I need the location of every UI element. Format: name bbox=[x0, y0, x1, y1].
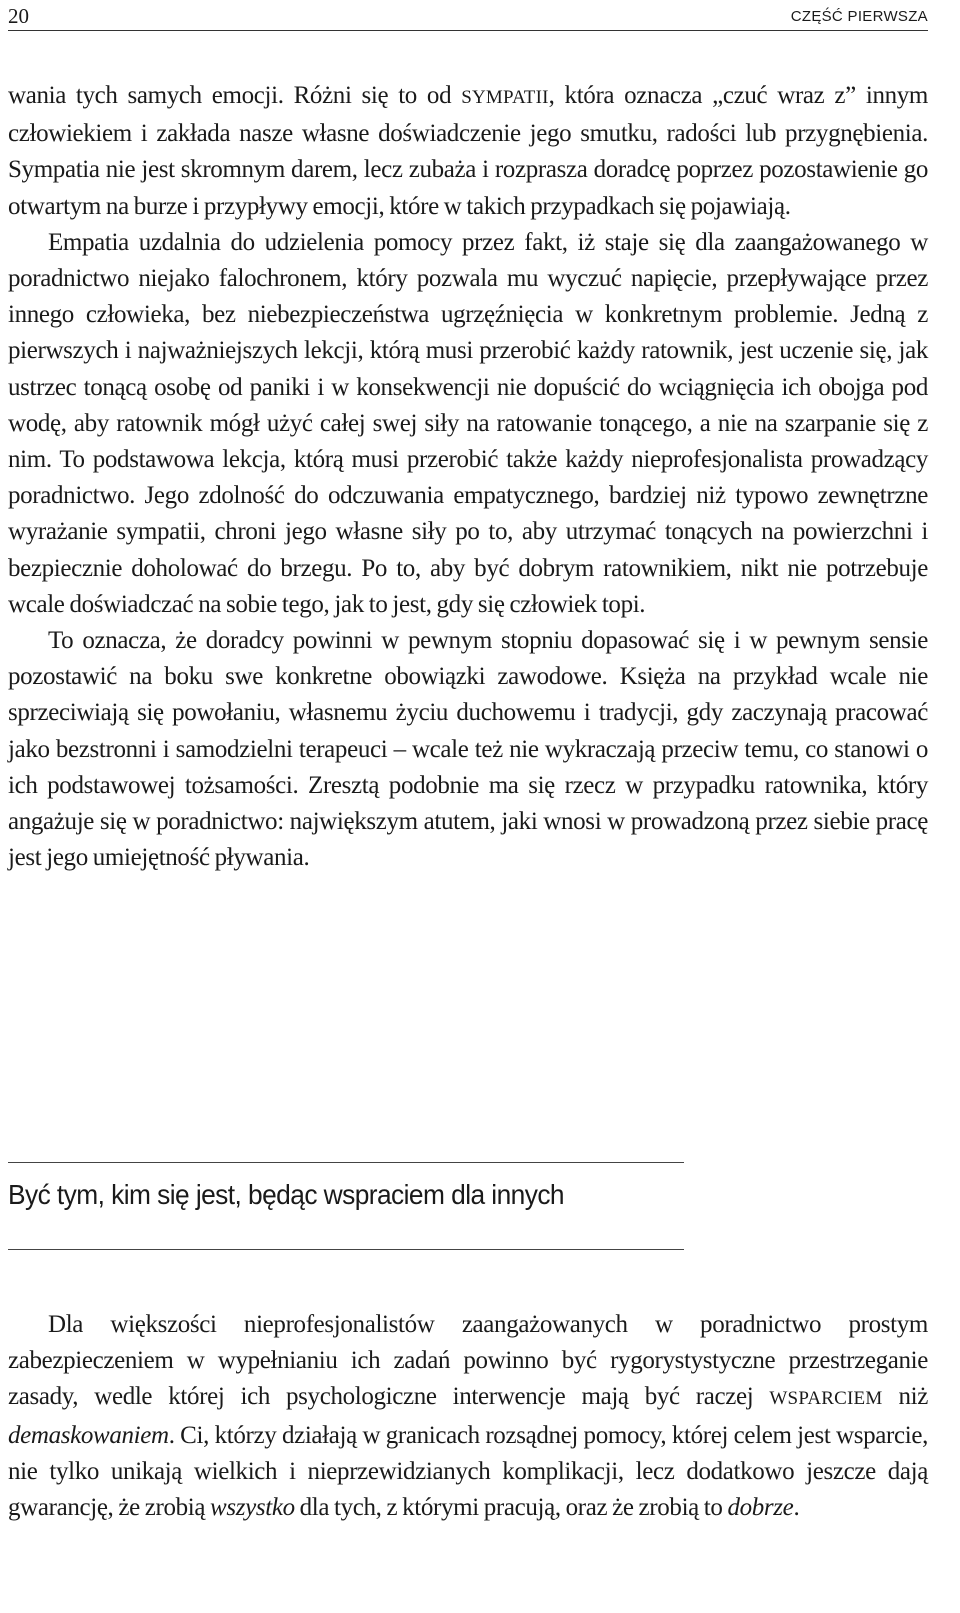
book-page bbox=[8, 0, 928, 1613]
section-text-b: niż bbox=[882, 1383, 928, 1411]
italic-dobrze: dobrze bbox=[727, 1494, 794, 1522]
paragraph-1-text-a: wania tych samych emocji. Różni się to od bbox=[8, 82, 462, 109]
small-caps-wsparciem: WSPARCIEM bbox=[769, 1388, 883, 1410]
small-caps-sympatii: SYMPATII bbox=[461, 87, 549, 108]
section-text bbox=[8, 1307, 928, 1526]
section-heading-box bbox=[8, 1162, 684, 1250]
page-number: 20 bbox=[8, 4, 29, 28]
section-heading: Być tym, kim się jest, będąc wspraciem dla innych bbox=[8, 1179, 564, 1210]
section-text-c: . Ci, którzy działają w granicach rozsądnej pomocy, której celem jest wsparcie, nie tylko unikają wielkich i nieprzewidzianych komplikacji, lecz dodatkowo jeszcze dają gwarancję, że zrobią bbox=[8, 1421, 928, 1522]
section-text-e: . bbox=[793, 1494, 800, 1522]
italic-demaskowaniem: demaskowaniem bbox=[8, 1421, 169, 1449]
italic-wszystko: wszystko bbox=[210, 1494, 295, 1522]
section-text-d: dla tych, z którymi pracują, oraz że zrobią to bbox=[294, 1494, 728, 1522]
body-text bbox=[8, 78, 928, 876]
paragraph-1 bbox=[8, 78, 928, 225]
paragraph-3: To oznacza, że doradcy powinni w pewnym stopniu dopasować się i w pewnym sensie pozostawić na boku swe konkretne obowiązki zawodowe. Księża na przykład wcale nie sprzeciwiają się powołaniu, własnemu życiu duchowemu i tradycji, gdy zaczynają pracować jako bezstronni i samodzielni terapeuci – wcale też nie wykraczają przeciw temu, co stanowi o ich podstawowej tożsamości. Zresztą podobnie ma się rzecz w przypadku ratownika, który angażuje się w poradnictwo: największym atutem, jaki wnosi w prowadzoną przez siebie pracę jest jego umiejętność pływania. bbox=[8, 627, 928, 872]
running-header bbox=[8, 4, 928, 31]
paragraph-2: Empatia uzdalnia do udzielenia pomocy przez fakt, iż staje się dla zaangażowanego w poradnictwo niejako falochronem, który pozwala mu wyczuć napięcie, przepływające przez innego człowieka, bez niebezpieczeństwa ugrzęźnięcia w konkretnym problemie. Jedną z pierwszych i najważniejszych lekcji, którą musi przerobić każdy ratownik, jest uczenie się, jak ustrzec tonącą osobę od paniki i w konsekwencji nie dopuścić do wciągnięcia ich obojga pod wodę, aby ratownik mógł użyć całej swej siły na ratowanie tonącego, a nie na szarpanie się z nim. To podstawowa lekcja, którą musi przerobić także każdy nieprofesjonalista prowadzący poradnictwo. Jego zdolność do odczuwania empatycznego, bardziej niż typowo zewnętrzne wyrażanie sympatii, chroni jego własne siły po to, aby utrzymać tonących na powierzchni i bezpiecznie doholować do brzegu. Po to, aby być dobrym ratownikiem, nikt nie potrzebuje wcale doświadczać na sobie tego, jak to jest, gdy się człowiek topi. bbox=[8, 228, 928, 618]
section-text-a: Dla większości nieprofesjonalistów zaangażowanych w poradnictwo prostym zabezpieczeniem w wypełnianiu ich zadań powinno być rygorystystyczne przestrzeganie zasady, wedle której ich psychologiczne interwencje mają być raczej bbox=[8, 1311, 928, 1411]
section-paragraph-1 bbox=[8, 1307, 928, 1526]
paragraph-1-text-b: , która oznacza „czuć wraz z” innym człowiekiem i zakłada nasze własne doświadczenie jego smutku, radości lub przygnębienia. Sympatia nie jest skromnym darem, lecz zubaża i rozprasza doradcę poprzez pozostawienie go otwartym na burze i przypływy emocji, które w takich przypadkach się pojawiają. bbox=[8, 82, 928, 220]
part-label: CZĘŚĆ PIERWSZA bbox=[790, 8, 928, 25]
